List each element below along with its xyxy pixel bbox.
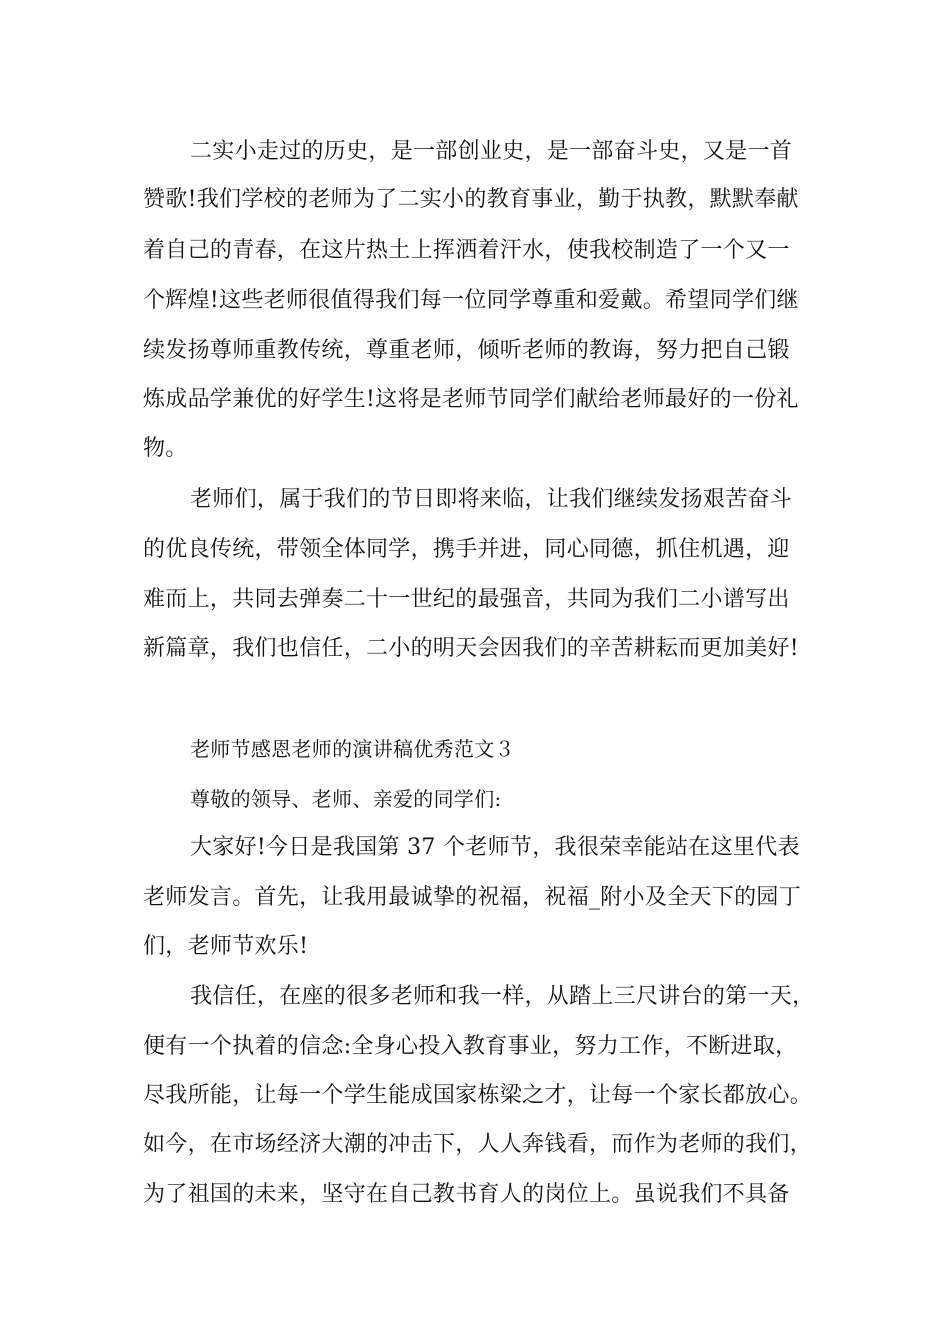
- paragraph-3-line-1: 大家好!今日是我国第 37 个老师节，我很荣幸能站在这里代表: [190, 835, 800, 860]
- section-title: 老师节感恩老师的演讲稿优秀范文３: [190, 737, 515, 761]
- paragraph-2-line-4: 新篇章，我们也信任，二小的明天会因我们的辛苦耕耘而更加美好!: [143, 636, 799, 661]
- paragraph-1-line-4: 个辉煌!这些老师很值得我们每一位同学尊重和爱戴。希望同学们继: [143, 288, 799, 313]
- paragraph-1-line-1: 二实小走过的历史，是一部创业史，是一部奋斗史，又是一首: [190, 139, 793, 164]
- paragraph-3-line-2: 老师发言。首先，让我用最诚挚的祝福，祝福_附小及全天下的园丁: [143, 885, 802, 910]
- paragraph-4-line-5: 为了祖国的未来，坚守在自己教书育人的岗位上。虽说我们不具备: [143, 1182, 790, 1207]
- paragraph-1-line-5: 续发扬尊师重教传统，尊重老师，倾听老师的教诲，努力把自己锻: [143, 338, 790, 363]
- paragraph-4-line-2: 便有一个执着的信念:全身心投入教育事业，努力工作，不断进取，: [143, 1034, 798, 1059]
- paragraph-2-line-2: 的优良传统，带领全体同学，携手并进，同心同德，抓住机遇，迎: [143, 537, 790, 562]
- paragraph-1-line-3: 着自己的青春，在这片热土上挥洒着汗水，使我校制造了一个又一: [143, 238, 790, 263]
- salutation: 尊敬的领导、老师、亲爱的同学们:: [190, 787, 502, 811]
- paragraph-2-line-1: 老师们，属于我们的节日即将来临，让我们继续发扬艰苦奋斗: [190, 487, 793, 512]
- paragraph-4-line-1: 我信任，在座的很多老师和我一样，从踏上三尺讲台的第一天，: [190, 984, 815, 1009]
- paragraph-3-line-3: 们，老师节欢乐!: [143, 934, 309, 959]
- paragraph-1-line-2: 赞歌!我们学校的老师为了二实小的教育事业，勤于执教，默默奉献: [143, 187, 799, 212]
- paragraph-4-line-3: 尽我所能，让每一个学生能成国家栋梁之才，让每一个家长都放心。: [143, 1083, 813, 1108]
- paragraph-1-line-6: 炼成品学兼优的好学生!这将是老师节同学们献给老师最好的一份礼: [143, 387, 799, 412]
- paragraph-2-line-3: 难而上，共同去弹奏二十一世纪的最强音，共同为我们二小谱写出: [143, 587, 790, 612]
- paragraph-4-line-4: 如今，在市场经济大潮的冲击下，人人奔钱看，而作为老师的我们，: [143, 1132, 813, 1157]
- paragraph-1-line-7: 物。: [143, 436, 188, 461]
